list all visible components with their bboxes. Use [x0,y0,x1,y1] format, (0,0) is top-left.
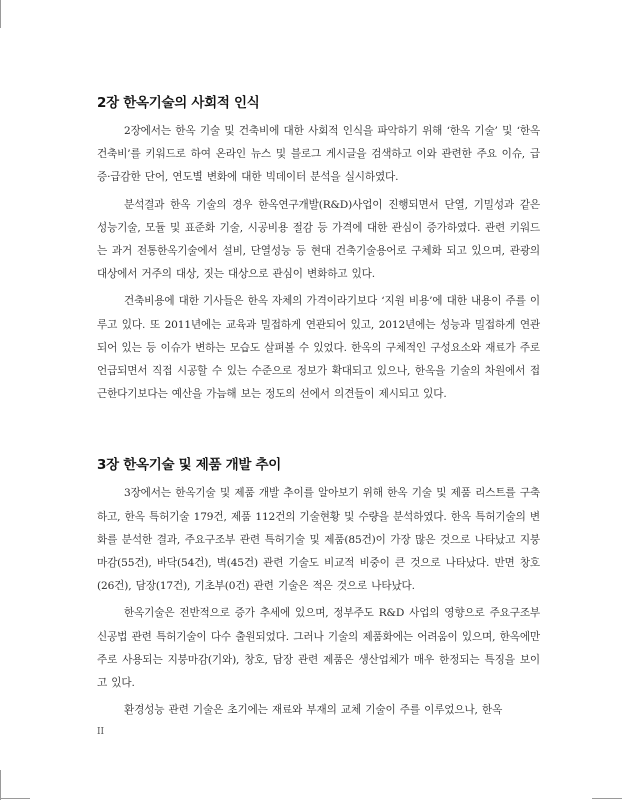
paragraph: 건축비용에 대한 기사들은 한옥 자체의 가격이라기보다 ‘지원 비용’에 대한 내용이 주를 이루고 있다. 또 2011년에는 교육과 밀접하게 연관되어 있고, 2012년에는 성능과 밀접하게 연관되어 있는 등 이슈가 변하는 모습도 살펴볼 수 있었다. 한옥의 구체적인 구성요소와 재료가 주로 언급되면서 직접 시공할 수 있는 수준으로 정보가 확대되고 있으나, 한옥을 기술의 차원에서 접근한다기보다는 예산을 가늠해 보는 정도의 선에서 의견들이 제시되고 있다. [97,295,540,401]
paragraph: 2장에서는 한옥 기술 및 건축비에 대한 사회적 인식을 파악하기 위해 ‘한옥 기술’ 및 ‘한옥 건축비’를 키워드로 하여 온라인 뉴스 및 블로그 게시글을 검색하고 이와 관련한 주요 이슈, 급증·급감한 단어, 연도별 변화에 대한 빅데이터 분석을 실시하였다. [97,125,540,184]
crop-mark-bottom-left-horizontal [0,798,30,799]
paragraph: 환경성능 관련 기술은 초기에는 재료와 부재의 교체 기술이 주를 이루었으나, 한옥 [124,704,503,717]
crop-mark-bottom-right [592,798,622,799]
section-title: 3장 한옥기술 및 제품 개발 추이 [97,457,281,474]
page-number: II [97,727,105,737]
section-title: 2장 한옥기술의 사회적 인식 [97,95,260,111]
page-body [97,92,540,726]
section-chapter-3 [97,454,540,722]
section-spacer [97,410,540,454]
paragraph: 분석결과 한옥 기술의 경우 한옥연구개발(R&D)사업이 진행되면서 단열, 기밀성과 같은 성능기술, 모듈 및 표준화 기술, 시공비용 절감 등 가격에 대한 관심이 증가하였다. 관련 키워드는 과거 전통한옥기술에서 설비, 단열성능 등 현대 건축기술용어로 구체화 되고 있으며, 관광의 대상에서 거주의 대상, 짓는 대상으로 관심이 변화하고 있다. [97,198,540,281]
section-chapter-2 [97,92,540,406]
paragraph: 한옥기술은 전반적으로 증가 추세에 있으며, 정부주도 R&D 사업의 영향으로 주요구조부 신공법 관련 특허기술이 다수 출원되었다. 그러나 기술의 제품화에는 어려움이 있으며, 한옥에만 주로 사용되는 지붕마감(기와), 창호, 담장 관련 제품은 생산업체가 매우 한정되는 특징을 보이고 있다. [97,607,540,690]
crop-mark-top-left [0,0,1,28]
paragraph: 3장에서는 한옥기술 및 제품 개발 추이를 알아보기 위해 한옥 기술 및 제품 리스트를 구축하고, 한옥 특허기술 179건, 제품 112건의 기술현황 및 수량을 분석하였다. 한옥 특허기술의 변화를 분석한 결과, 주요구조부 관련 특허기술 및 제품(85건)이 가장 많은 것으로 나타났고 지붕마감(55건), 바닥(54건), 벽(45건) 관련 기술도 비교적 비중이 큰 것으로 나타났다. 반면 창호(26건), 담장(17건), 기초부(0건) 관련 기술은 적은 것으로 나타났다. [97,487,540,593]
crop-mark-bottom-left-vertical [0,770,1,800]
